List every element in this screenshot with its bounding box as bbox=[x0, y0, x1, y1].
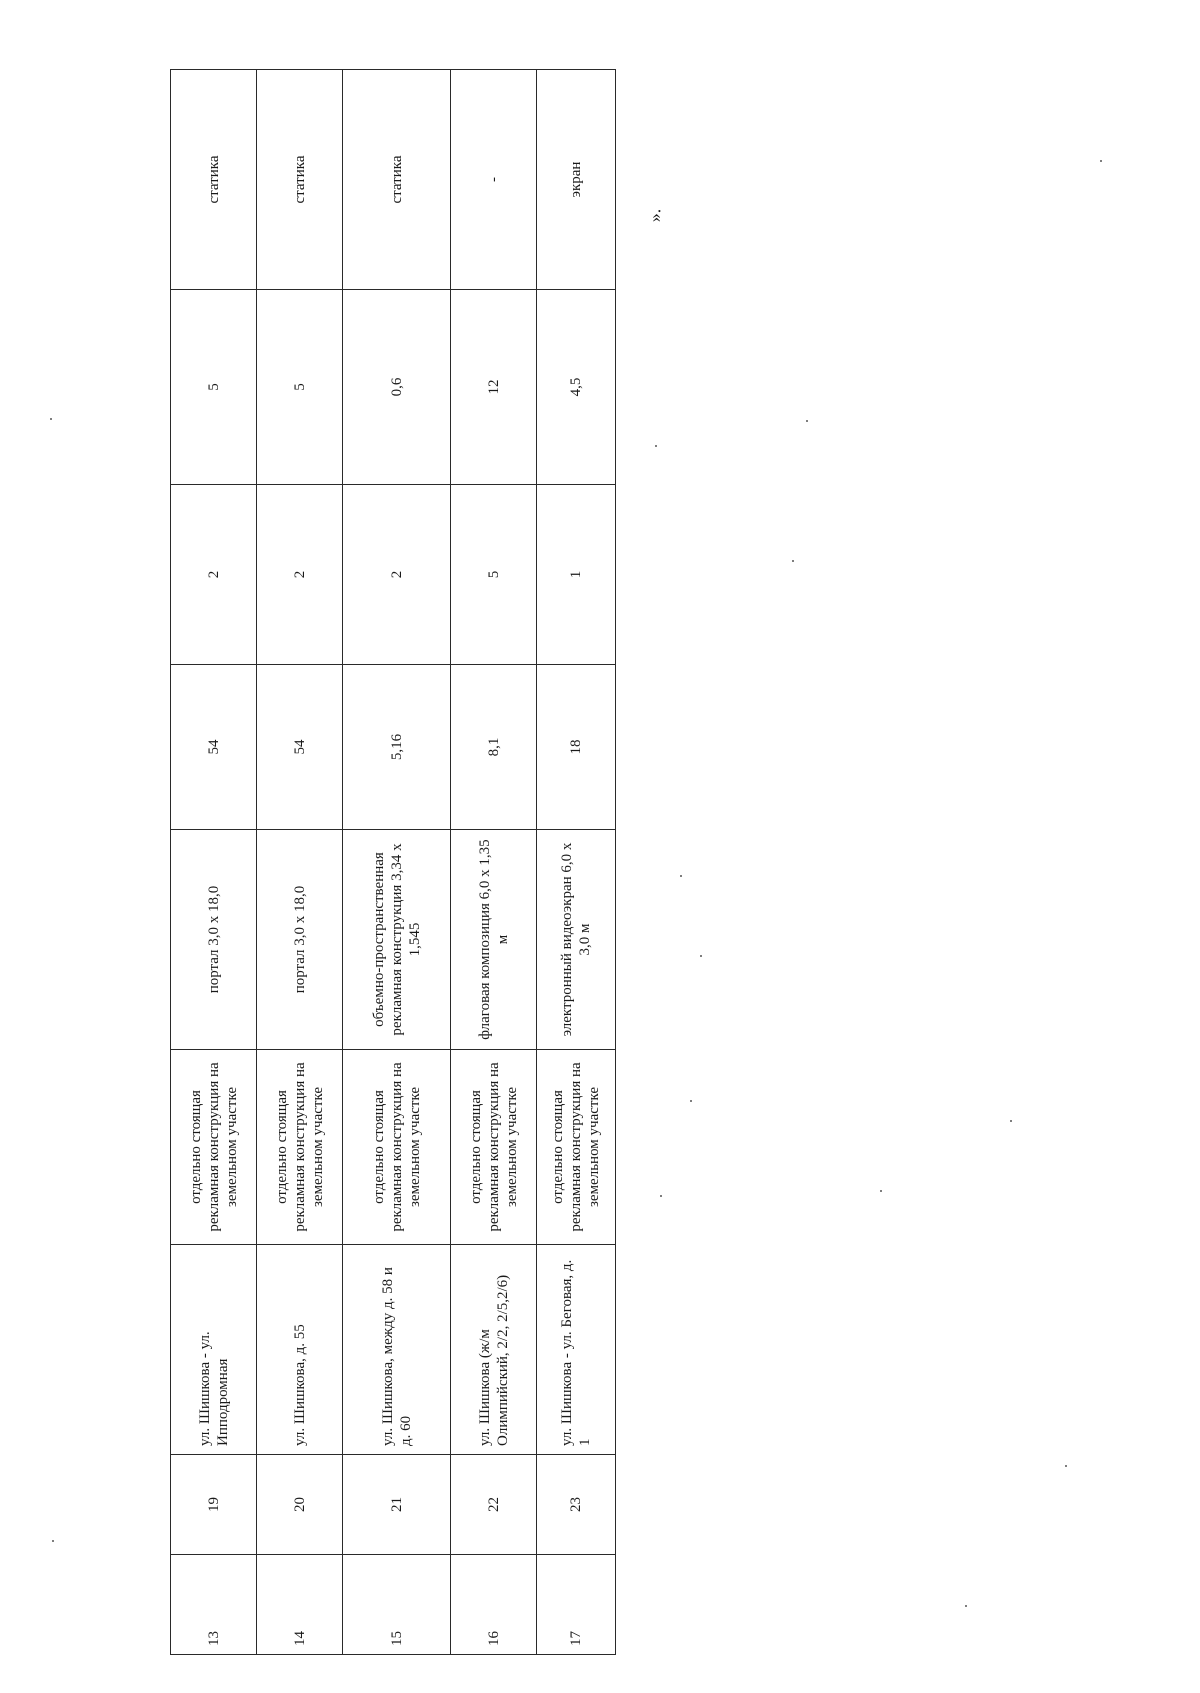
structure-sides: 1 bbox=[537, 485, 616, 665]
structure-address: ул. Шишкова, д. 55 bbox=[257, 1245, 343, 1455]
structure-sides: 5 bbox=[451, 485, 537, 665]
structure-description: электронный видеоэкран 6,0 х 3,0 м bbox=[537, 830, 616, 1050]
structure-type: отдельно стоящая рекламная конструкция на земельном участке bbox=[537, 1050, 616, 1245]
scan-speck bbox=[660, 1195, 662, 1197]
table-row bbox=[257, 70, 343, 1655]
scan-speck bbox=[690, 1100, 692, 1102]
structure-kind: экран bbox=[537, 70, 616, 290]
scan-speck bbox=[50, 418, 52, 420]
scan-speck bbox=[1100, 160, 1102, 162]
table-body bbox=[171, 70, 616, 1655]
scan-speck bbox=[806, 420, 808, 422]
row-index: 17 bbox=[537, 1555, 616, 1655]
row-index: 13 bbox=[171, 1555, 257, 1655]
structure-kind: статика bbox=[171, 70, 257, 290]
scan-speck bbox=[700, 955, 702, 957]
structure-area: 8,1 bbox=[451, 665, 537, 830]
row-index: 15 bbox=[343, 1555, 451, 1655]
table-row bbox=[171, 70, 257, 1655]
structure-area: 54 bbox=[257, 665, 343, 830]
structure-description: объемно-пространственная рекламная конструкция 3,34 х 1,545 bbox=[343, 830, 451, 1050]
structure-address: ул. Шишкова - ул. Ипподромная bbox=[171, 1245, 257, 1455]
structure-type: отдельно стоящая рекламная конструкция на земельном участке bbox=[257, 1050, 343, 1245]
scan-speck bbox=[880, 1190, 882, 1192]
structure-number: 20 bbox=[257, 1455, 343, 1555]
rotated-table-container bbox=[170, 70, 615, 1655]
table-row bbox=[343, 70, 451, 1655]
structure-address: ул. Шишкова - ул. Беговая, д. 1 bbox=[537, 1245, 616, 1455]
scan-speck bbox=[680, 875, 682, 877]
structure-number: 22 bbox=[451, 1455, 537, 1555]
structure-sides: 2 bbox=[343, 485, 451, 665]
scan-speck bbox=[965, 1605, 967, 1607]
structure-area: 54 bbox=[171, 665, 257, 830]
row-index: 14 bbox=[257, 1555, 343, 1655]
structure-area: 18 bbox=[537, 665, 616, 830]
structure-distance: 0,6 bbox=[343, 290, 451, 485]
structure-number: 19 bbox=[171, 1455, 257, 1555]
row-index: 16 bbox=[451, 1555, 537, 1655]
table-row bbox=[537, 70, 616, 1655]
structure-distance: 5 bbox=[171, 290, 257, 485]
closing-quote-mark: ». bbox=[644, 208, 665, 223]
structure-sides: 2 bbox=[171, 485, 257, 665]
structure-kind: - bbox=[451, 70, 537, 290]
structure-sides: 2 bbox=[257, 485, 343, 665]
scan-speck bbox=[655, 445, 657, 447]
structure-area: 5,16 bbox=[343, 665, 451, 830]
structure-kind: статика bbox=[257, 70, 343, 290]
scan-speck bbox=[1065, 1465, 1067, 1467]
structure-number: 21 bbox=[343, 1455, 451, 1555]
structure-number: 23 bbox=[537, 1455, 616, 1555]
scan-speck bbox=[52, 1540, 54, 1542]
structure-distance: 4,5 bbox=[537, 290, 616, 485]
structure-distance: 5 bbox=[257, 290, 343, 485]
structure-address: ул. Шишкова (ж/м Олимпийский, 2/2, 2/5,2/6) bbox=[451, 1245, 537, 1455]
structure-description: портал 3,0 х 18,0 bbox=[257, 830, 343, 1050]
table-row bbox=[451, 70, 537, 1655]
structure-address: ул. Шишкова, между д. 58 и д. 60 bbox=[343, 1245, 451, 1455]
structure-kind: статика bbox=[343, 70, 451, 290]
structure-description: портал 3,0 х 18,0 bbox=[171, 830, 257, 1050]
structure-type: отдельно стоящая рекламная конструкция на земельном участке bbox=[171, 1050, 257, 1245]
advertising-structures-table bbox=[170, 69, 616, 1655]
scan-speck bbox=[792, 560, 794, 562]
scan-speck bbox=[1010, 1120, 1012, 1122]
structure-distance: 12 bbox=[451, 290, 537, 485]
structure-type: отдельно стоящая рекламная конструкция на земельном участке bbox=[451, 1050, 537, 1245]
structure-description: флаговая композиция 6,0 х 1,35 м bbox=[451, 830, 537, 1050]
structure-type: отдельно стоящая рекламная конструкция на земельном участке bbox=[343, 1050, 451, 1245]
